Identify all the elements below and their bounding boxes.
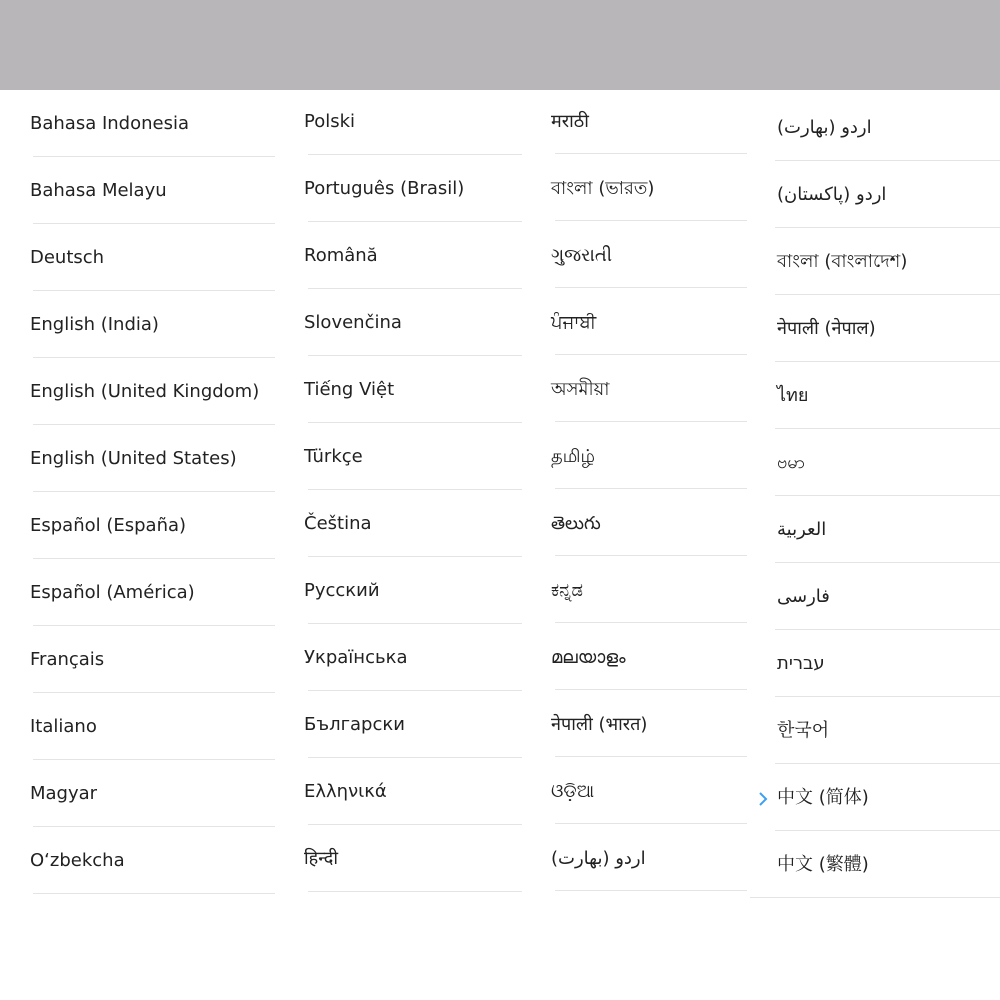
language-item[interactable]: [525, 827, 750, 894]
language-item[interactable]: [275, 492, 525, 559]
language-label: Tiếng Việt: [304, 379, 395, 400]
language-label: मराठी: [551, 111, 589, 132]
language-label: اردو (بھارت): [551, 848, 646, 869]
language-item[interactable]: [275, 157, 525, 224]
language-item[interactable]: [0, 827, 275, 894]
language-item[interactable]: [275, 693, 525, 760]
divider: [555, 555, 747, 556]
language-label: English (United States): [30, 448, 237, 469]
language-item[interactable]: [525, 425, 750, 492]
language-item[interactable]: [275, 626, 525, 693]
language-label: ไทย: [777, 385, 809, 406]
language-item[interactable]: [750, 291, 1000, 358]
language-item[interactable]: [275, 425, 525, 492]
language-label: தமிழ்: [551, 446, 595, 467]
language-item[interactable]: [525, 157, 750, 224]
language-item[interactable]: [525, 224, 750, 291]
divider: [555, 488, 747, 489]
language-item[interactable]: [750, 693, 1000, 760]
language-label: Português (Brasil): [304, 178, 465, 199]
language-label: नेपाली (नेपाल): [777, 318, 876, 339]
language-label: Deutsch: [30, 247, 105, 268]
language-label: 中文 (繁體): [777, 854, 869, 875]
language-item[interactable]: [0, 224, 275, 291]
language-item[interactable]: [275, 90, 525, 157]
language-label: English (India): [30, 314, 159, 335]
language-item[interactable]: [0, 425, 275, 492]
divider: [750, 897, 1000, 898]
divider: [308, 757, 522, 758]
language-label: Italiano: [30, 716, 97, 737]
language-item[interactable]: [525, 358, 750, 425]
language-label: Ελληνικά: [304, 781, 387, 802]
language-label: Bahasa Indonesia: [30, 113, 189, 134]
divider: [555, 689, 747, 690]
divider: [555, 287, 747, 288]
language-item[interactable]: [525, 693, 750, 760]
language-label: ગુજરાતી: [551, 245, 612, 266]
language-label: ಕನ್ನಡ: [551, 580, 584, 601]
language-item[interactable]: [750, 827, 1000, 894]
language-label: Magyar: [30, 783, 98, 804]
language-item[interactable]: [275, 291, 525, 358]
language-label: ଓଡ଼ିଆ: [551, 781, 595, 802]
language-item[interactable]: [750, 224, 1000, 291]
language-item[interactable]: [750, 358, 1000, 425]
language-label: മലയാളം: [551, 647, 626, 668]
language-label: বাংলা (ভারত): [551, 178, 655, 199]
language-label: Română: [304, 245, 378, 266]
language-item[interactable]: [0, 760, 275, 827]
language-item[interactable]: [0, 626, 275, 693]
language-item[interactable]: [0, 559, 275, 626]
divider: [308, 489, 522, 490]
language-item[interactable]: [525, 90, 750, 157]
language-label: 한국어: [777, 720, 830, 741]
language-item[interactable]: [525, 291, 750, 358]
language-label: অসমীয়া: [551, 379, 610, 400]
language-item[interactable]: [525, 626, 750, 693]
language-label: Türkçe: [304, 446, 363, 467]
language-label: తెలుగు: [551, 513, 601, 534]
divider: [555, 622, 747, 623]
language-label: Slovenčina: [304, 312, 402, 333]
chevron-right-icon: [756, 790, 770, 808]
divider: [308, 556, 522, 557]
language-item[interactable]: [750, 90, 1000, 157]
language-item[interactable]: [275, 760, 525, 827]
language-label: हिन्दी: [304, 848, 339, 869]
divider: [308, 288, 522, 289]
language-label: English (United Kingdom): [30, 381, 260, 402]
language-label: Español (España): [30, 515, 187, 536]
language-label: اردو (بھارت): [777, 117, 872, 138]
divider: [308, 623, 522, 624]
language-label: ဗမာ: [777, 452, 805, 473]
language-label: Polski: [304, 111, 356, 132]
language-label: ਪੰਜਾਬੀ: [551, 312, 597, 333]
language-label: فارسی: [777, 586, 830, 607]
language-item[interactable]: [0, 90, 275, 157]
language-label: नेपाली (भारत): [551, 714, 648, 735]
language-label: Українська: [304, 647, 408, 668]
divider: [555, 421, 747, 422]
divider: [308, 824, 522, 825]
divider: [33, 893, 275, 894]
language-label: العربية: [777, 519, 827, 540]
language-item[interactable]: [750, 425, 1000, 492]
language-label: اردو (پاکستان): [777, 184, 887, 205]
language-label: Čeština: [304, 513, 372, 534]
language-item[interactable]: [0, 358, 275, 425]
language-item[interactable]: [750, 626, 1000, 693]
divider: [308, 154, 522, 155]
language-item[interactable]: [525, 559, 750, 626]
language-item[interactable]: [275, 358, 525, 425]
language-item[interactable]: [750, 559, 1000, 626]
language-item[interactable]: [750, 492, 1000, 559]
language-label: O‘zbekcha: [30, 850, 125, 871]
language-item[interactable]: [0, 492, 275, 559]
language-label: 中文 (简体): [777, 787, 869, 808]
language-label: বাংলা (বাংলাদেশ): [777, 251, 908, 272]
top-status-bar: [0, 0, 1000, 90]
language-label: Русский: [304, 580, 380, 601]
divider: [555, 354, 747, 355]
language-item[interactable]: [0, 693, 275, 760]
divider: [308, 690, 522, 691]
divider: [308, 422, 522, 423]
language-label: Français: [30, 649, 105, 670]
language-item[interactable]: [0, 157, 275, 224]
language-item[interactable]: [275, 827, 525, 894]
divider: [308, 221, 522, 222]
divider: [308, 355, 522, 356]
divider: [555, 756, 747, 757]
language-item[interactable]: [525, 492, 750, 559]
divider: [555, 220, 747, 221]
divider: [555, 890, 747, 891]
language-label: Bahasa Melayu: [30, 180, 167, 201]
language-item[interactable]: [275, 224, 525, 291]
language-item[interactable]: [275, 559, 525, 626]
divider: [555, 823, 747, 824]
language-label: עברית: [777, 653, 825, 674]
divider: [308, 891, 522, 892]
language-item[interactable]: [750, 157, 1000, 224]
language-label: Español (América): [30, 582, 195, 603]
language-item[interactable]: [525, 760, 750, 827]
language-label: Български: [304, 714, 405, 735]
language-item-selected[interactable]: [750, 760, 1000, 827]
divider: [555, 153, 747, 154]
language-item[interactable]: [0, 291, 275, 358]
